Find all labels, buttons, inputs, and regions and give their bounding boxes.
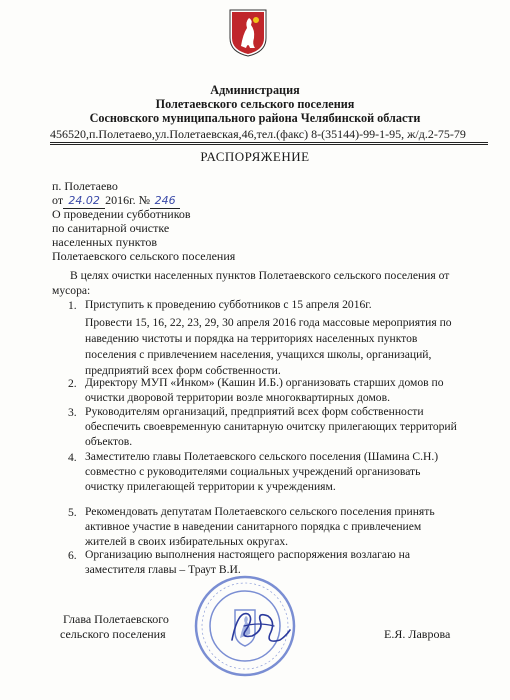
item-text-line: поселения с привлечением населения, учащихся школы, организаций, bbox=[85, 348, 432, 361]
item-text-line: Директору МУП «Инком» (Кашин И.Б.) организовать старших домов по bbox=[85, 376, 444, 389]
item-text-line: Заместителю главы Полетаевского сельского поселения (Шамина С.Н.) bbox=[85, 450, 439, 463]
subject-line: Полетаевского сельского поселения bbox=[52, 249, 236, 263]
subject-line: по санитарной очистке bbox=[52, 221, 170, 235]
org-name-line-2: Полетаевского сельского поселения bbox=[155, 97, 355, 111]
item-text-line: заместителя главы – Траут В.И. bbox=[85, 563, 241, 576]
signatory-position: сельского поселения bbox=[60, 627, 166, 641]
date-suffix: 2016г. № bbox=[105, 193, 151, 207]
date-prefix: от bbox=[52, 193, 64, 207]
header-divider-bottom bbox=[50, 144, 488, 145]
item-text-line: жителей в своих избирательных округах. bbox=[85, 535, 289, 548]
signatory-name: Е.Я. Лаврова bbox=[384, 627, 451, 641]
subject-line: О проведении субботников bbox=[52, 207, 191, 221]
document-title: РАСПОРЯЖЕНИЕ bbox=[200, 149, 310, 164]
item-text-line: Рекомендовать депутатам Полетаевского сельского поселения принять bbox=[85, 505, 435, 518]
item-number: 1. bbox=[68, 299, 77, 312]
subject-line: населенных пунктов bbox=[52, 235, 158, 249]
item-text-line: очистку прилегающей территории к учреждениям. bbox=[85, 480, 336, 493]
item-text-line: Приступить к проведению субботников с 15 апреля 2016г. bbox=[85, 298, 372, 311]
item-text-line: наведению чистоты и порядка на территориях населенных пунктов bbox=[85, 332, 418, 345]
intro-text: В целях очистки населенных пунктов Полетаевского сельского поселения от bbox=[70, 269, 450, 282]
item-text-line: Руководителям организаций, предприятий всех форм собственности bbox=[85, 405, 424, 418]
header-divider-top bbox=[50, 142, 488, 143]
signatory-position: Глава Полетаевского bbox=[63, 612, 169, 626]
item-text-line: обеспечить своевременную санитарную очитску прилегающих территорий bbox=[85, 420, 457, 433]
place: п. Полетаево bbox=[52, 179, 118, 193]
item-text-line: Организацию выполнения настоящего распоряжения возлагаю на bbox=[85, 548, 410, 561]
item-number: 2. bbox=[68, 377, 77, 390]
org-name-line-1: Администрация bbox=[210, 83, 300, 97]
coat-of-arms-icon bbox=[228, 8, 268, 58]
item-text-line: активное участие в наведении санитарного порядка с привлечением bbox=[85, 520, 422, 533]
item-text-line: объектов. bbox=[85, 435, 133, 448]
item-text-line: предприятий всех форм собственности. bbox=[85, 364, 281, 377]
org-name-line-3: Сосновского муниципального района Челябинской области bbox=[89, 111, 421, 125]
item-text-line: Провести 15, 16, 22, 23, 29, 30 апреля 2016 года массовые мероприятия по bbox=[85, 316, 452, 329]
item-number: 3. bbox=[68, 406, 77, 419]
item-text-line: совместно с руководителями социальных учреждений организовать bbox=[85, 465, 421, 478]
item-text-line: очистки дворовой территории возле многоквартирных домов. bbox=[85, 391, 390, 404]
item-number: 4. bbox=[68, 451, 77, 464]
org-address: 456520,п.Полетаево,ул.Полетаевская,46,тел.(факс) 8-(35144)-99-1-95, ж/д.2-75-79 bbox=[50, 127, 466, 141]
number-handwritten: 246 bbox=[150, 193, 180, 209]
handwritten-signature bbox=[224, 600, 294, 650]
intro-text: мусора: bbox=[52, 284, 91, 297]
item-number: 5. bbox=[68, 506, 77, 519]
date-handwritten: 24.02 bbox=[63, 193, 105, 209]
item-number: 6. bbox=[68, 549, 77, 562]
